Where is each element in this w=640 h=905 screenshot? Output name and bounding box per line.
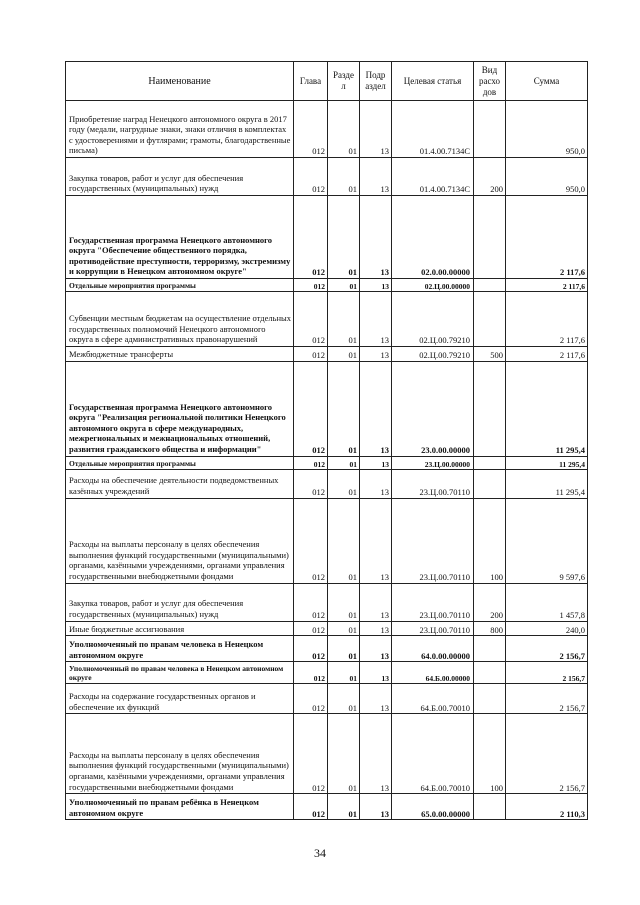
row-target: 02.Ц.00.79210 xyxy=(392,292,474,347)
row-razdel: 01 xyxy=(328,347,360,362)
row-sum: 240,0 xyxy=(506,621,588,636)
table-row xyxy=(66,279,588,292)
table-row xyxy=(66,714,588,794)
row-podrazdel: 13 xyxy=(360,714,392,794)
table-row xyxy=(66,662,588,684)
table-row xyxy=(66,794,588,820)
row-vid: 500 xyxy=(474,347,506,362)
row-target: 23.0.00.00000 xyxy=(392,361,474,456)
row-sum: 11 295,4 xyxy=(506,456,588,469)
table-row xyxy=(66,456,588,469)
table-row xyxy=(66,636,588,662)
row-target: 01.4.00.7134C xyxy=(392,101,474,158)
row-name: Субвенции местным бюджетам на осуществление отдельных государственных полномочий Ненецкого автономного округа в сфере административных правонарушений xyxy=(66,292,294,347)
row-vid: 100 xyxy=(474,498,506,583)
row-vid xyxy=(474,794,506,820)
row-vid xyxy=(474,662,506,684)
row-glava: 012 xyxy=(294,469,328,498)
row-name: Государственная программа Ненецкого автономного округа "Реализация региональной политики Ненецкого автономного округа в сфере международных, межрегиональных и межнациональных отношений, развития гражданского общества и информации" xyxy=(66,361,294,456)
row-razdel: 01 xyxy=(328,292,360,347)
row-podrazdel: 13 xyxy=(360,196,392,279)
row-glava: 012 xyxy=(294,196,328,279)
table-body xyxy=(66,101,588,820)
table-row xyxy=(66,498,588,583)
table-row xyxy=(66,101,588,158)
row-sum: 950,0 xyxy=(506,158,588,196)
row-glava: 012 xyxy=(294,347,328,362)
row-vid xyxy=(474,636,506,662)
row-target: 23.Ц.00.00000 xyxy=(392,456,474,469)
row-sum: 2 117,6 xyxy=(506,196,588,279)
row-podrazdel: 13 xyxy=(360,498,392,583)
row-name: Государственная программа Ненецкого автономного округа "Обеспечение общественного порядка, противодействие преступности, терроризму, экстремизму и коррупции в Ненецком автономном округе" xyxy=(66,196,294,279)
budget-sheet xyxy=(65,61,587,820)
row-razdel: 01 xyxy=(328,636,360,662)
row-sum: 2 117,6 xyxy=(506,279,588,292)
row-razdel: 01 xyxy=(328,498,360,583)
row-razdel: 01 xyxy=(328,158,360,196)
row-razdel: 01 xyxy=(328,662,360,684)
row-sum: 2 156,7 xyxy=(506,662,588,684)
row-glava: 012 xyxy=(294,684,328,714)
row-podrazdel: 13 xyxy=(360,583,392,621)
row-razdel: 01 xyxy=(328,621,360,636)
row-sum: 9 597,6 xyxy=(506,498,588,583)
table-row xyxy=(66,621,588,636)
row-target: 64.0.00.00000 xyxy=(392,636,474,662)
table-header-row xyxy=(66,62,588,101)
row-sum: 2 156,7 xyxy=(506,714,588,794)
header-podrazdel: Подр аздел xyxy=(360,62,392,101)
table-row xyxy=(66,361,588,456)
row-name: Уполномоченный по правам человека в Ненецком автономном округе xyxy=(66,662,294,684)
table-row xyxy=(66,347,588,362)
row-vid xyxy=(474,361,506,456)
row-razdel: 01 xyxy=(328,196,360,279)
row-name: Расходы на выплаты персоналу в целях обеспечения выполнения функций государственными (муниципальными) органами, казёнными учреждениями, органами управления государственными внебюджетными фондами xyxy=(66,498,294,583)
row-name: Уполномоченный по правам ребёнка в Ненецком автономном округе xyxy=(66,794,294,820)
row-podrazdel: 13 xyxy=(360,636,392,662)
row-glava: 012 xyxy=(294,279,328,292)
row-vid xyxy=(474,469,506,498)
row-name: Приобретение наград Ненецкого автономного округа в 2017 году (медали, нагрудные знаки, знаки отличия в комплектах с удостоверениями и футлярами; грамоты, благодарственные письма) xyxy=(66,101,294,158)
row-sum: 2 156,7 xyxy=(506,684,588,714)
row-razdel: 01 xyxy=(328,684,360,714)
header-razdel: Разде л xyxy=(328,62,360,101)
table-row xyxy=(66,158,588,196)
row-podrazdel: 13 xyxy=(360,101,392,158)
row-sum: 11 295,4 xyxy=(506,361,588,456)
row-name: Закупка товаров, работ и услуг для обеспечения государственных (муниципальных) нужд xyxy=(66,583,294,621)
row-target: 23.Ц.00.70110 xyxy=(392,583,474,621)
row-vid xyxy=(474,684,506,714)
row-podrazdel: 13 xyxy=(360,347,392,362)
row-target: 64.Б.00.70010 xyxy=(392,684,474,714)
header-name: Наименование xyxy=(66,62,294,101)
row-target: 23.Ц.00.70110 xyxy=(392,498,474,583)
row-vid xyxy=(474,101,506,158)
row-vid xyxy=(474,456,506,469)
budget-table xyxy=(65,61,588,820)
row-name: Расходы на содержание государственных органов и обеспечение их функций xyxy=(66,684,294,714)
row-name: Расходы на обеспечение деятельности подведомственных казённых учреждений xyxy=(66,469,294,498)
row-glava: 012 xyxy=(294,662,328,684)
row-glava: 012 xyxy=(294,636,328,662)
row-sum: 11 295,4 xyxy=(506,469,588,498)
table-row xyxy=(66,469,588,498)
row-razdel: 01 xyxy=(328,469,360,498)
row-razdel: 01 xyxy=(328,456,360,469)
header-vid: Вид расхо дов xyxy=(474,62,506,101)
row-name: Иные бюджетные ассигнования xyxy=(66,621,294,636)
row-glava: 012 xyxy=(294,292,328,347)
row-target: 01.4.00.7134C xyxy=(392,158,474,196)
row-glava: 012 xyxy=(294,361,328,456)
row-name: Межбюджетные трансферты xyxy=(66,347,294,362)
row-podrazdel: 13 xyxy=(360,292,392,347)
table-row xyxy=(66,684,588,714)
row-podrazdel: 13 xyxy=(360,456,392,469)
row-sum: 2 156,7 xyxy=(506,636,588,662)
row-razdel: 01 xyxy=(328,279,360,292)
row-podrazdel: 13 xyxy=(360,662,392,684)
page-number: 34 xyxy=(314,846,326,860)
row-target: 64.Б.00.00000 xyxy=(392,662,474,684)
row-razdel: 01 xyxy=(328,101,360,158)
table-row xyxy=(66,196,588,279)
row-target: 02.Ц.00.79210 xyxy=(392,347,474,362)
row-podrazdel: 13 xyxy=(360,794,392,820)
row-podrazdel: 13 xyxy=(360,361,392,456)
row-glava: 012 xyxy=(294,621,328,636)
row-razdel: 01 xyxy=(328,583,360,621)
row-glava: 012 xyxy=(294,456,328,469)
row-vid: 800 xyxy=(474,621,506,636)
row-sum: 950,0 xyxy=(506,101,588,158)
row-podrazdel: 13 xyxy=(360,279,392,292)
row-target: 02.0.00.00000 xyxy=(392,196,474,279)
row-name: Закупка товаров, работ и услуг для обеспечения государственных (муниципальных) нужд xyxy=(66,158,294,196)
row-podrazdel: 13 xyxy=(360,158,392,196)
table-row xyxy=(66,583,588,621)
row-vid xyxy=(474,196,506,279)
row-glava: 012 xyxy=(294,158,328,196)
row-sum: 2 110,3 xyxy=(506,794,588,820)
row-glava: 012 xyxy=(294,498,328,583)
row-target: 64.Б.00.70010 xyxy=(392,714,474,794)
row-glava: 012 xyxy=(294,794,328,820)
row-name: Отдельные мероприятия программы xyxy=(66,456,294,469)
row-vid xyxy=(474,292,506,347)
row-sum: 2 117,6 xyxy=(506,347,588,362)
row-target: 65.0.00.00000 xyxy=(392,794,474,820)
row-glava: 012 xyxy=(294,714,328,794)
row-glava: 012 xyxy=(294,583,328,621)
row-name: Отдельные мероприятия программы xyxy=(66,279,294,292)
row-razdel: 01 xyxy=(328,714,360,794)
row-podrazdel: 13 xyxy=(360,469,392,498)
row-vid: 200 xyxy=(474,158,506,196)
row-sum: 1 457,8 xyxy=(506,583,588,621)
row-vid: 100 xyxy=(474,714,506,794)
row-podrazdel: 13 xyxy=(360,684,392,714)
row-razdel: 01 xyxy=(328,361,360,456)
row-target: 23.Ц.00.70110 xyxy=(392,469,474,498)
row-target: 02.Ц.00.00000 xyxy=(392,279,474,292)
table-row xyxy=(66,292,588,347)
header-target: Целевая статья xyxy=(392,62,474,101)
row-vid xyxy=(474,279,506,292)
row-target: 23.Ц.00.70110 xyxy=(392,621,474,636)
row-vid: 200 xyxy=(474,583,506,621)
row-podrazdel: 13 xyxy=(360,621,392,636)
row-name: Расходы на выплаты персоналу в целях обеспечения выполнения функций государственными (муниципальными) органами, казёнными учреждениями, органами управления государственными внебюджетными фондами xyxy=(66,714,294,794)
row-name: Уполномоченный по правам человека в Ненецком автономном округе xyxy=(66,636,294,662)
row-razdel: 01 xyxy=(328,794,360,820)
row-glava: 012 xyxy=(294,101,328,158)
header-sum: Сумма xyxy=(506,62,588,101)
header-glava: Глава xyxy=(294,62,328,101)
row-sum: 2 117,6 xyxy=(506,292,588,347)
